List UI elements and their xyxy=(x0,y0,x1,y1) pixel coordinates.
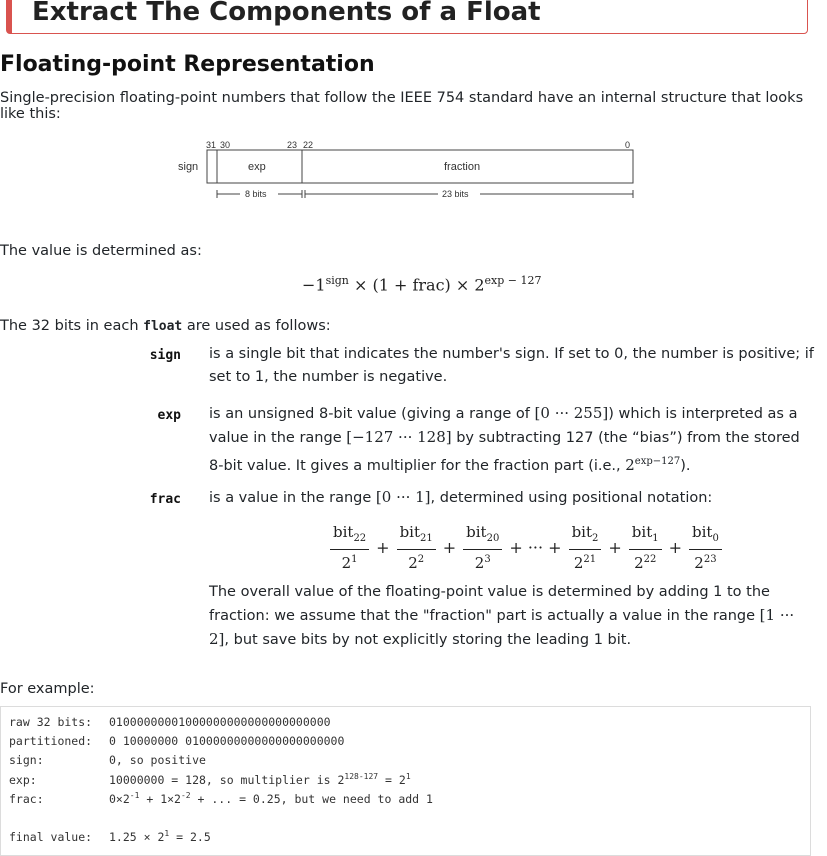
bits-intro-pre: The 32 bits in each xyxy=(0,318,144,334)
code-line-final: final value: $1.25 \times 2^1 = 2.5$ xyxy=(9,829,211,844)
frac-desc-part-b: , determined using positional notation: xyxy=(430,490,713,506)
overall-desc-part-a: The overall value of the floating-point value is determined by adding 1 to the fraction: we assume that the "fraction" part is actually a value in the range xyxy=(209,584,770,624)
bit-label-30: 30 xyxy=(220,140,231,150)
exp-multiplier-power: exp−127 xyxy=(634,456,681,467)
bit-label-31: 31 xyxy=(206,140,217,150)
ellipsis-sign: + ··· + xyxy=(509,538,562,557)
code-line-partitioned: partitioned: 0 10000000 01000000000000000000000 xyxy=(9,734,345,748)
code-line-raw: raw 32 bits: 01000000001000000000000000000000 xyxy=(9,715,331,729)
overall-desc-part-b: , but save bits by not explicitly storing the leading 1 bit. xyxy=(224,632,632,648)
title-box xyxy=(6,0,808,34)
intro-text: Single-precision floating-point numbers that follow the IEEE 754 standard have an internal structure that looks like this: xyxy=(0,90,804,122)
field-desc-frac xyxy=(209,486,814,510)
plus-sign: + xyxy=(376,538,390,557)
exp-range-0-255: [0 ··· 255] xyxy=(534,404,609,422)
exp-desc-part-d: ). xyxy=(680,457,691,474)
frac-range-0-1: [0 ··· 1] xyxy=(375,488,431,506)
formula-sign-exponent: sign xyxy=(325,274,349,287)
bit-label-22: 22 xyxy=(303,140,314,150)
field-desc-exp xyxy=(209,402,814,478)
fraction-width-label: 23 bits xyxy=(442,189,469,199)
fraction-label: fraction xyxy=(444,161,481,173)
section-heading: Floating-point Representation xyxy=(0,52,375,77)
exp-label: exp xyxy=(248,161,266,173)
formula-power: exp − 127 xyxy=(484,274,542,287)
sum-term: $\frac{bit_2}{2^{21}}$ xyxy=(569,522,602,573)
exp-range-neg127-128: [−127 ··· 128] xyxy=(346,428,452,446)
sum-term: $\frac{bit_{21}}{2^2}$ xyxy=(397,522,436,573)
sum-term: $\frac{bit_{22}}{2^1}$ xyxy=(330,522,369,573)
field-term-frac: frac xyxy=(149,492,181,507)
formula-base: −1 xyxy=(302,275,326,295)
float-layout-diagram xyxy=(170,136,650,208)
code-line-frac: frac: $0\times 2^{-1} + 1\times 2^{-2}$ + ... = 0.25, but we need to add 1 xyxy=(9,791,433,806)
overall-range-1-2: [1 ··· 2] xyxy=(209,606,795,648)
plus-sign: + xyxy=(668,538,683,557)
example-intro-text: For example: xyxy=(0,681,95,697)
formula-middle: × (1 + frac) × 2 xyxy=(348,275,485,295)
value-intro-text: The value is determined as: xyxy=(0,243,202,259)
sign-bit-box xyxy=(207,150,217,183)
code-line-sign: sign: 0, so positive xyxy=(9,753,206,767)
plus-sign: + xyxy=(442,538,457,557)
field-term-exp: exp xyxy=(157,408,181,423)
bits-intro-post: are used as follows: xyxy=(182,318,331,334)
frac-positional-sum xyxy=(326,522,726,573)
page-title: Extract The Components of a Float xyxy=(32,0,541,27)
sign-label: sign xyxy=(178,161,199,173)
frac-desc-part-a: is a value in the range xyxy=(209,490,376,506)
bit-label-0: 0 xyxy=(625,140,631,150)
code-line-exp: exp: 10000000 = 128, so multiplier is $2^{128-127} = 2^1$ xyxy=(9,772,411,787)
sum-term: $\frac{bit_1}{2^{22}}$ xyxy=(629,522,662,573)
sum-term: $\frac{bit_0}{2^{23}}$ xyxy=(689,522,722,573)
exp-desc-part-a: is an unsigned 8-bit value (giving a range of xyxy=(209,406,535,422)
exp-multiplier-base: 2 xyxy=(625,455,635,474)
plus-sign: + xyxy=(608,538,622,557)
bits-intro-text xyxy=(0,318,331,334)
value-formula xyxy=(302,274,542,294)
field-desc-sign: is a single bit that indicates the number's sign. If set to 0, the number is positive; if set to 1, the number is negative. xyxy=(209,346,814,385)
frac-overall-desc xyxy=(209,581,814,652)
field-term-sign: sign xyxy=(149,348,181,363)
float-keyword: float xyxy=(143,319,183,334)
exp-desc-part-b: ) which is interpreted as a value in the range xyxy=(209,406,798,446)
exp-desc-part-c: by subtracting 127 (the “bias”) from the stored 8-bit value. It gives a multiplier for the fraction part (i.e., xyxy=(209,430,800,474)
example-code-block xyxy=(0,706,811,856)
exp-width-label: 8 bits xyxy=(245,189,267,199)
bit-label-23: 23 xyxy=(287,140,298,150)
sum-term: $\frac{bit_{20}}{2^3}$ xyxy=(463,522,502,573)
